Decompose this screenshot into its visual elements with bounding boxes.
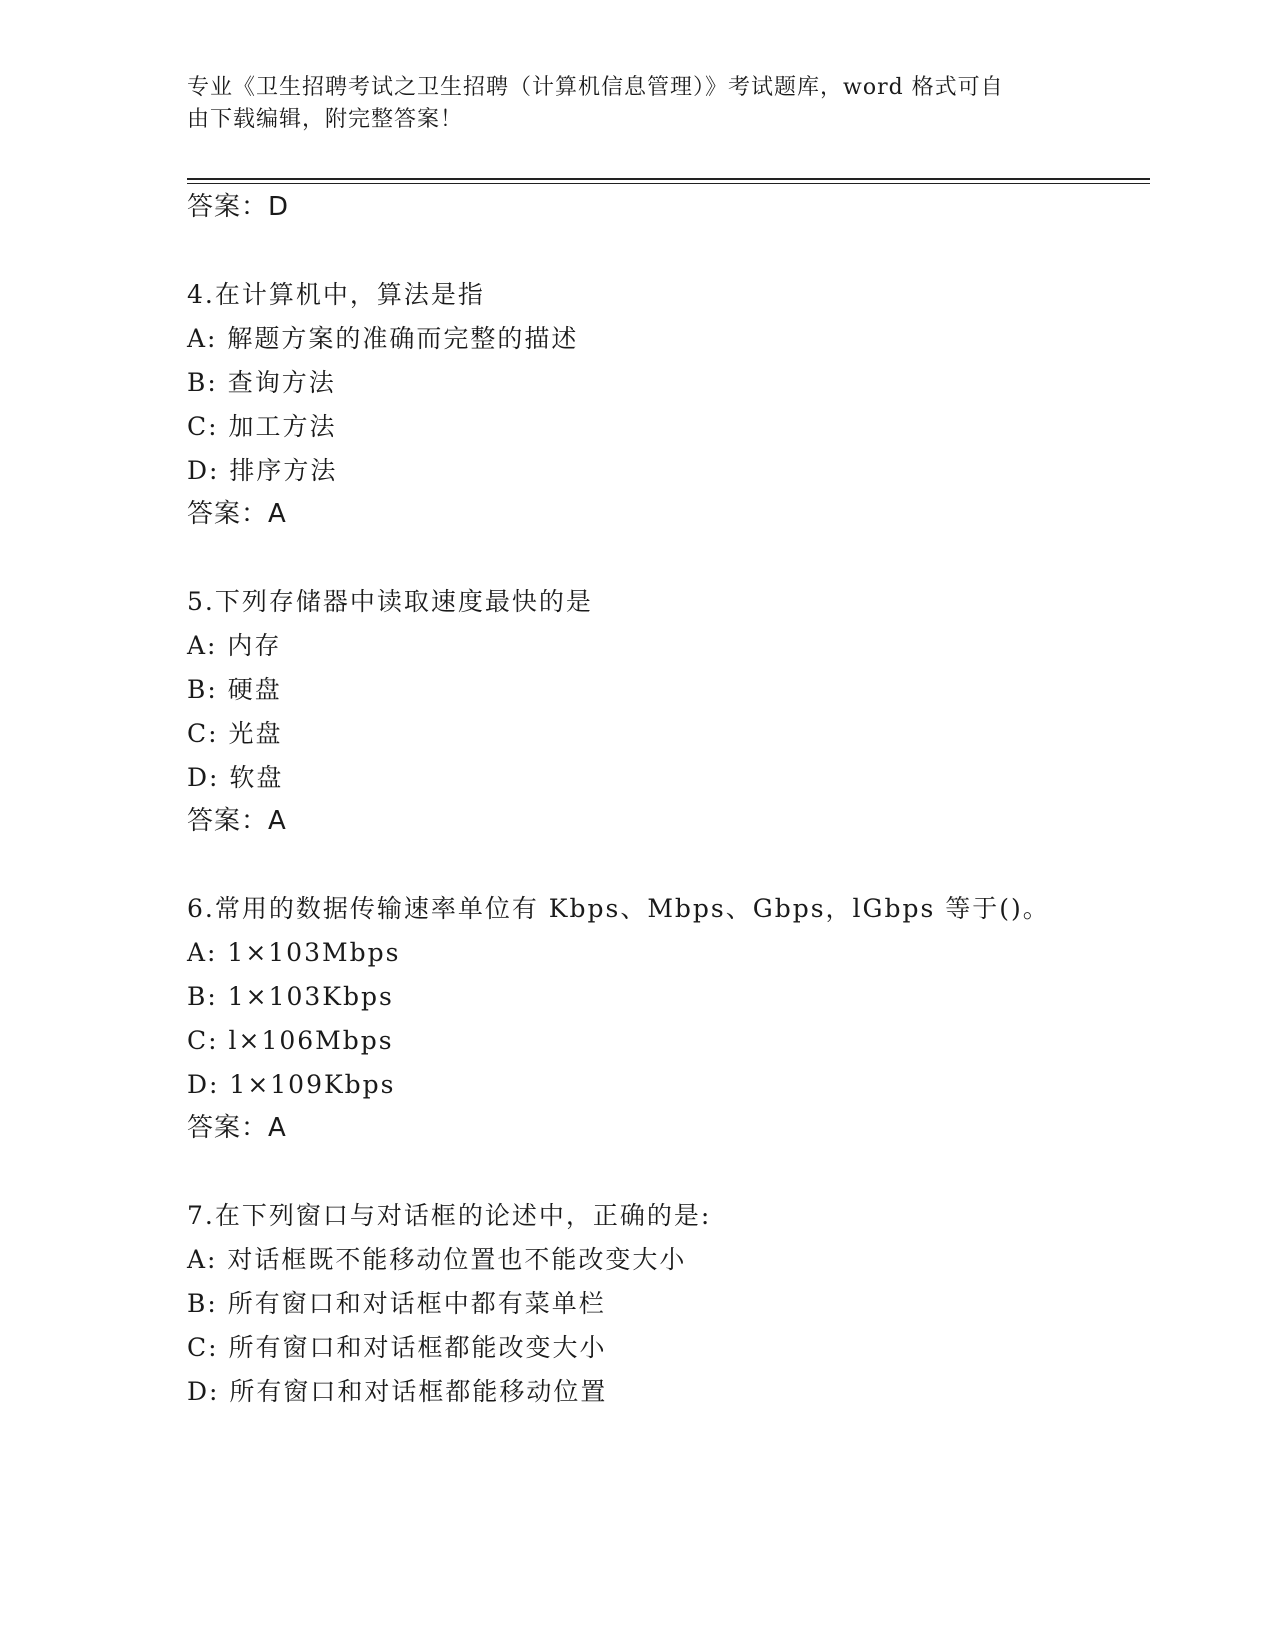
answer-previous: 答案：D bbox=[187, 192, 290, 222]
header-line-1: 专业《卫生招聘考试之卫生招聘（计算机信息管理）》考试题库，word 格式可自 bbox=[187, 75, 1004, 100]
question-5-option-d: D: 软盘 bbox=[187, 763, 284, 792]
question-4-answer: 答案：A bbox=[187, 499, 287, 529]
question-6-option-d: D: 1×109Kbps bbox=[187, 1070, 396, 1099]
question-5-option-b: B: 硬盘 bbox=[187, 675, 282, 704]
document-header bbox=[187, 72, 1067, 136]
question-7-option-d: D: 所有窗口和对话框都能移动位置 bbox=[187, 1377, 608, 1406]
question-7-option-a: A: 对话框既不能移动位置也不能改变大小 bbox=[187, 1245, 687, 1274]
header-divider-thin bbox=[187, 183, 1150, 184]
question-6-stem: 6.常用的数据传输速率单位有 Kbps、Mbps、Gbps，lGbps 等于()。 bbox=[187, 894, 1050, 923]
question-4-stem: 4.在计算机中，算法是指 bbox=[187, 280, 485, 309]
question-4-option-d: D: 排序方法 bbox=[187, 456, 338, 485]
question-6-option-b: B: 1×103Kbps bbox=[187, 982, 394, 1011]
question-4-option-c: C: 加工方法 bbox=[187, 412, 337, 441]
question-6-option-c: C: l×106Mbps bbox=[187, 1026, 394, 1055]
header-line-2: 由下载编辑，附完整答案！ bbox=[187, 107, 464, 132]
question-4-option-b: B: 查询方法 bbox=[187, 368, 336, 397]
question-5-option-c: C: 光盘 bbox=[187, 719, 283, 748]
question-6-option-a: A: 1×103Mbps bbox=[187, 938, 401, 967]
question-6-answer: 答案：A bbox=[187, 1113, 287, 1143]
header-divider-thick bbox=[187, 178, 1150, 180]
question-5-option-a: A: 内存 bbox=[187, 631, 282, 660]
question-5-answer: 答案：A bbox=[187, 806, 287, 836]
question-5-stem: 5.下列存储器中读取速度最快的是 bbox=[187, 587, 593, 616]
question-7-stem: 7.在下列窗口与对话框的论述中，正确的是: bbox=[187, 1201, 712, 1230]
question-7-option-b: B: 所有窗口和对话框中都有菜单栏 bbox=[187, 1289, 606, 1318]
question-4-option-a: A: 解题方案的准确而完整的描述 bbox=[187, 324, 579, 353]
question-7-option-c: C: 所有窗口和对话框都能改变大小 bbox=[187, 1333, 607, 1362]
